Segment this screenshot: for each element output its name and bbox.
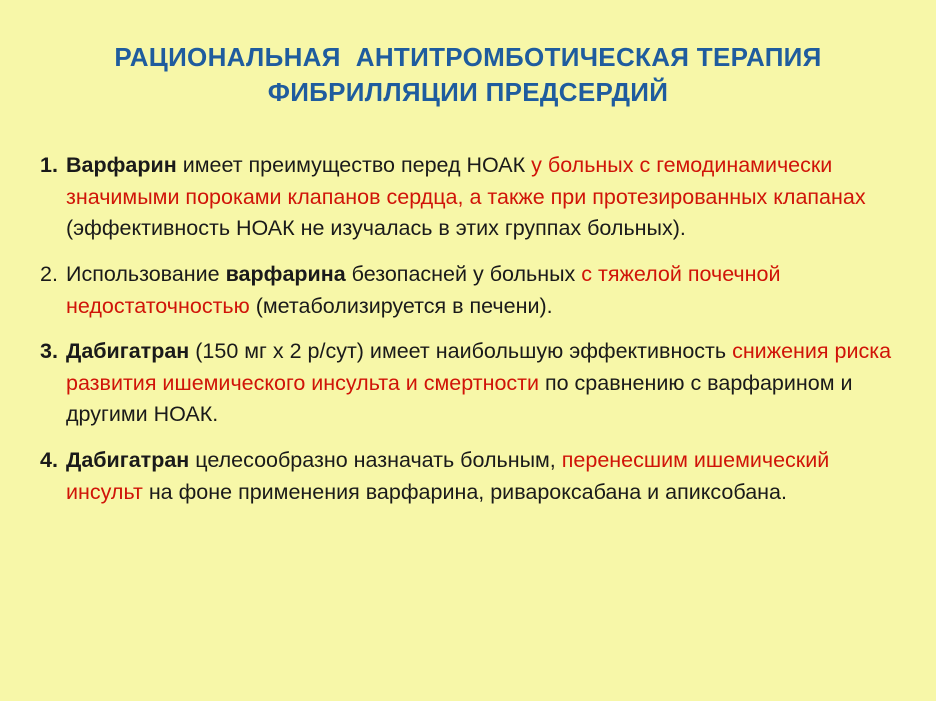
text-segment: на фоне применения варфарина, ривароксабана и апиксобана. [148,479,787,504]
list-item [40,445,902,508]
list-item-number: 3. [40,339,58,364]
list-item [40,259,902,322]
list-item-text [66,336,902,431]
list-item-text [66,445,902,508]
text-segment: снижения риска развития ишемического инсульта и смертности [66,339,892,395]
text-segment: Варфарин [66,153,183,178]
text-segment: перенесшим ишемический инсульт [66,447,830,504]
text-segment: Дабигатран [66,447,196,472]
text-segment: (эффективность НОАК не изучалась в этих группах больных). [66,216,686,241]
text-segment: имеет преимущество перед НОАК [182,153,532,178]
list-item-number: 4. [40,447,58,472]
text-segment: (150 мг х 2 р/сут) имеет наибольшую эффективность [195,339,733,364]
text-segment: безопасней у больных [351,261,582,286]
text-segment: (метаболизируется в печени). [255,293,553,318]
list-item-text [66,150,902,245]
list-item-number: 2. [40,261,58,286]
list-item [40,336,902,431]
text-segment: у больных с гемодинамически значимыми пороками клапанов сердца, а также при протезированных клапанах [66,153,866,209]
text-segment: Использование [66,261,226,286]
text-segment: по сравнению с варфарином и другими НОАК. [66,370,853,427]
list-item [40,150,902,245]
numbered-list [0,110,936,508]
list-item-number: 1. [40,153,58,178]
page-title-line-1: РАЦИОНАЛЬНАЯ АНТИТРОМБОТИЧЕСКАЯ ТЕРАПИЯ [114,42,822,72]
text-segment: варфарина [225,261,352,286]
page-title [0,0,936,110]
text-segment: с тяжелой почечной недостаточностью [66,261,781,318]
page-title-line-2: ФИБРИЛЛЯЦИИ ПРЕДСЕРДИЙ [267,77,669,108]
text-segment: целесообразно назначать больным, [195,447,562,472]
text-segment: Дабигатран [66,339,196,364]
list-item-text [66,259,902,322]
